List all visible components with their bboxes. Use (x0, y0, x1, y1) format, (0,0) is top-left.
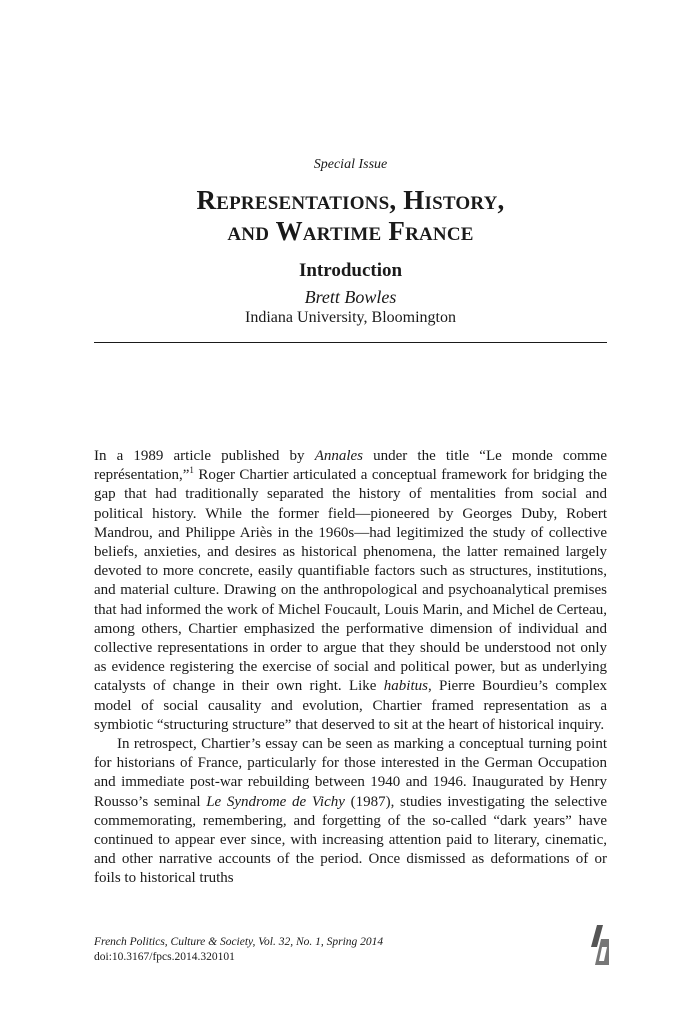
journal-name-annales: Annales (314, 448, 364, 464)
article-subtitle: Introduction (298, 260, 403, 281)
journal-citation: French Politics, Culture & Society, Vol. 32, No. 1, Spring 2014 (94, 936, 384, 948)
text-run: , Pierre Bourdieu’s complex model of social causality and evolution, Chartier framed representation as a symbiotic “structuring structure” that deserved to sit at the heart of historical inquiry. (94, 678, 607, 733)
paragraph-1 (94, 447, 607, 735)
doi-text[interactable]: doi:10.3167/fpcs.2014.320101 (94, 951, 235, 963)
paragraph-2 (94, 735, 607, 889)
text-run: In retrospect, Chartier’s essay can be seen as marking a conceptual turning point for historians of France, particularly for those interested in the German Occupation and immediate post-war rebuilding between 1940 and 1946. Inaugurated by Henry Rousso’s seminal (94, 736, 607, 810)
text-run: (1987), studies investigating the selective commemorating, remembering, and forgetting of the so-called “dark years” have continued to appear ever since, with increasing attention paid to literary, cinematic, and other narrative accounts of the period. Once dismissed as deformations of or foils to historical truths (94, 793, 607, 887)
article-body (94, 447, 607, 889)
title-line-2: and Wartime France (227, 216, 474, 246)
title-line-1: Representations, History, (196, 185, 505, 215)
author-affiliation: Indiana University, Bloomington (245, 309, 456, 326)
term-habitus: habitus (383, 678, 428, 695)
article-header (94, 155, 607, 328)
header-divider (94, 342, 607, 343)
text-run: In a 1989 article published by (94, 448, 315, 464)
text-run: Roger Chartier articulated a conceptual framework for bridging the gap that had traditionally separated the history of mentalities from social and political history. While the former field—pioneered by Georges Duby, Robert Mandrou, and Philippe Ariès in the 1960s—had legitimized the study of collective beliefs, anxieties, and desires as historical phenomena, the latter remained largely devoted to more concrete, easily quantifiable factors such as structures, institutions, and material culture. Drawing on the anthropological and psychoanalytical premises that had informed the work of Michel Foucault, Louis Marin, and Michel de Certeau, among others, Chartier emphasized the performative dimension of individual and collective representations in order to argue that they should be understood not only as evidence registering the exercise of social and political power, but as underlying catalysts of change in their own right. Like (94, 467, 607, 695)
footnote-marker[interactable]: 1 (189, 465, 194, 476)
author-name: Brett Bowles (304, 287, 397, 307)
article-title (94, 185, 607, 247)
book-title-vichy: Le Syndrome de Vichy (206, 793, 345, 810)
special-issue-label: Special Issue (313, 157, 388, 172)
berghahn-publisher-logo-icon (589, 925, 609, 965)
text-run: under the title “Le monde comme représentation,” (94, 448, 607, 484)
page-footer (94, 935, 494, 965)
